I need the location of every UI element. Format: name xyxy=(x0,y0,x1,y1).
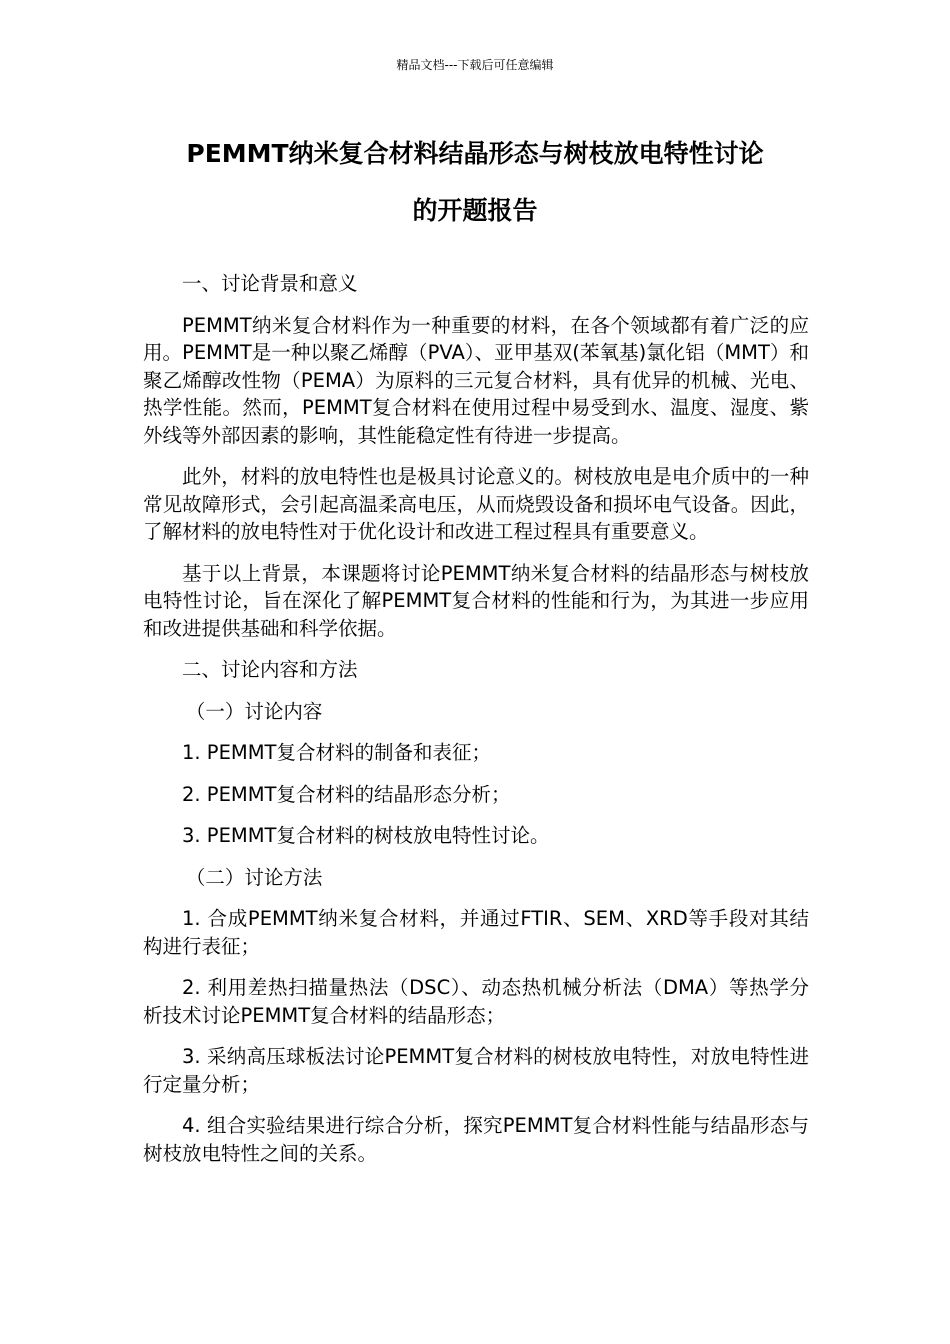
section2-subheading-methods: （二）讨论方法 xyxy=(185,865,323,889)
section2-heading: 二、讨论内容和方法 xyxy=(182,658,358,681)
method-item-4: 4. 组合实验结果进行综合分析，探究PEMMT复合材料性能与结晶形态与树枝放电特性之间的关系。 xyxy=(143,1114,809,1165)
document-title-line1: PEMMT纳米复合材料结晶形态与树枝放电特性讨论 xyxy=(186,139,764,168)
content-item-3: 3. PEMMT复合材料的树枝放电特性讨论。 xyxy=(182,824,550,847)
content-item-1: 1. PEMMT复合材料的制备和表征； xyxy=(182,741,491,764)
method-item-2: 2. 利用差热扫描量热法（DSC）、动态热机械分析法（DMA）等热学分析技术讨论PEMMT复合材料的结晶形态； xyxy=(143,976,809,1027)
page-header-note: 精品文档---下载后可任意编辑 xyxy=(396,58,554,72)
section1-heading: 一、讨论背景和意义 xyxy=(182,272,358,295)
content-item-2: 2. PEMMT复合材料的结晶形态分析； xyxy=(182,782,511,806)
document-title-line2: 的开题报告 xyxy=(412,196,538,225)
method-item-1: 1. 合成PEMMT纳米复合材料，并通过FTIR、SEM、XRD等手段对其结构进行表征； xyxy=(143,907,809,958)
section1-paragraph-3: 基于以上背景，本课题将讨论PEMMT纳米复合材料的结晶形态与树枝放电特性讨论，旨在深化了解PEMMT复合材料的性能和行为，为其进一步应用和改进提供基础和科学依据。 xyxy=(143,561,809,640)
section1-paragraph-1: PEMMT纳米复合材料作为一种重要的材料，在各个领域都有着广泛的应用。PEMMT是一种以聚乙烯醇（PVA）、亚甲基双(苯氧基)氯化铝（MMT）和聚乙烯醇改性物（PEMA）为原料的三元复合材料，具有优异的机械、光电、热学性能。然而，PEMMT复合材料在使用过程中易受到水、温度、湿度、紫外线等外部因素的影响，其性能稳定性有待进一步提高。 xyxy=(143,313,809,447)
section2-subheading-content: （一）讨论内容 xyxy=(185,699,323,723)
method-item-3: 3. 采纳高压球板法讨论PEMMT复合材料的树枝放电特性，对放电特性进行定量分析； xyxy=(143,1045,809,1096)
section1-paragraph-2: 此外，材料的放电特性也是极具讨论意义的。树枝放电是电介质中的一种常见故障形式，会引起高温柔高电压，从而烧毁设备和损坏电气设备。因此，了解材料的放电特性对于优化设计和改进工程过程具有重要意义。 xyxy=(143,465,809,543)
document-body xyxy=(143,270,809,1181)
